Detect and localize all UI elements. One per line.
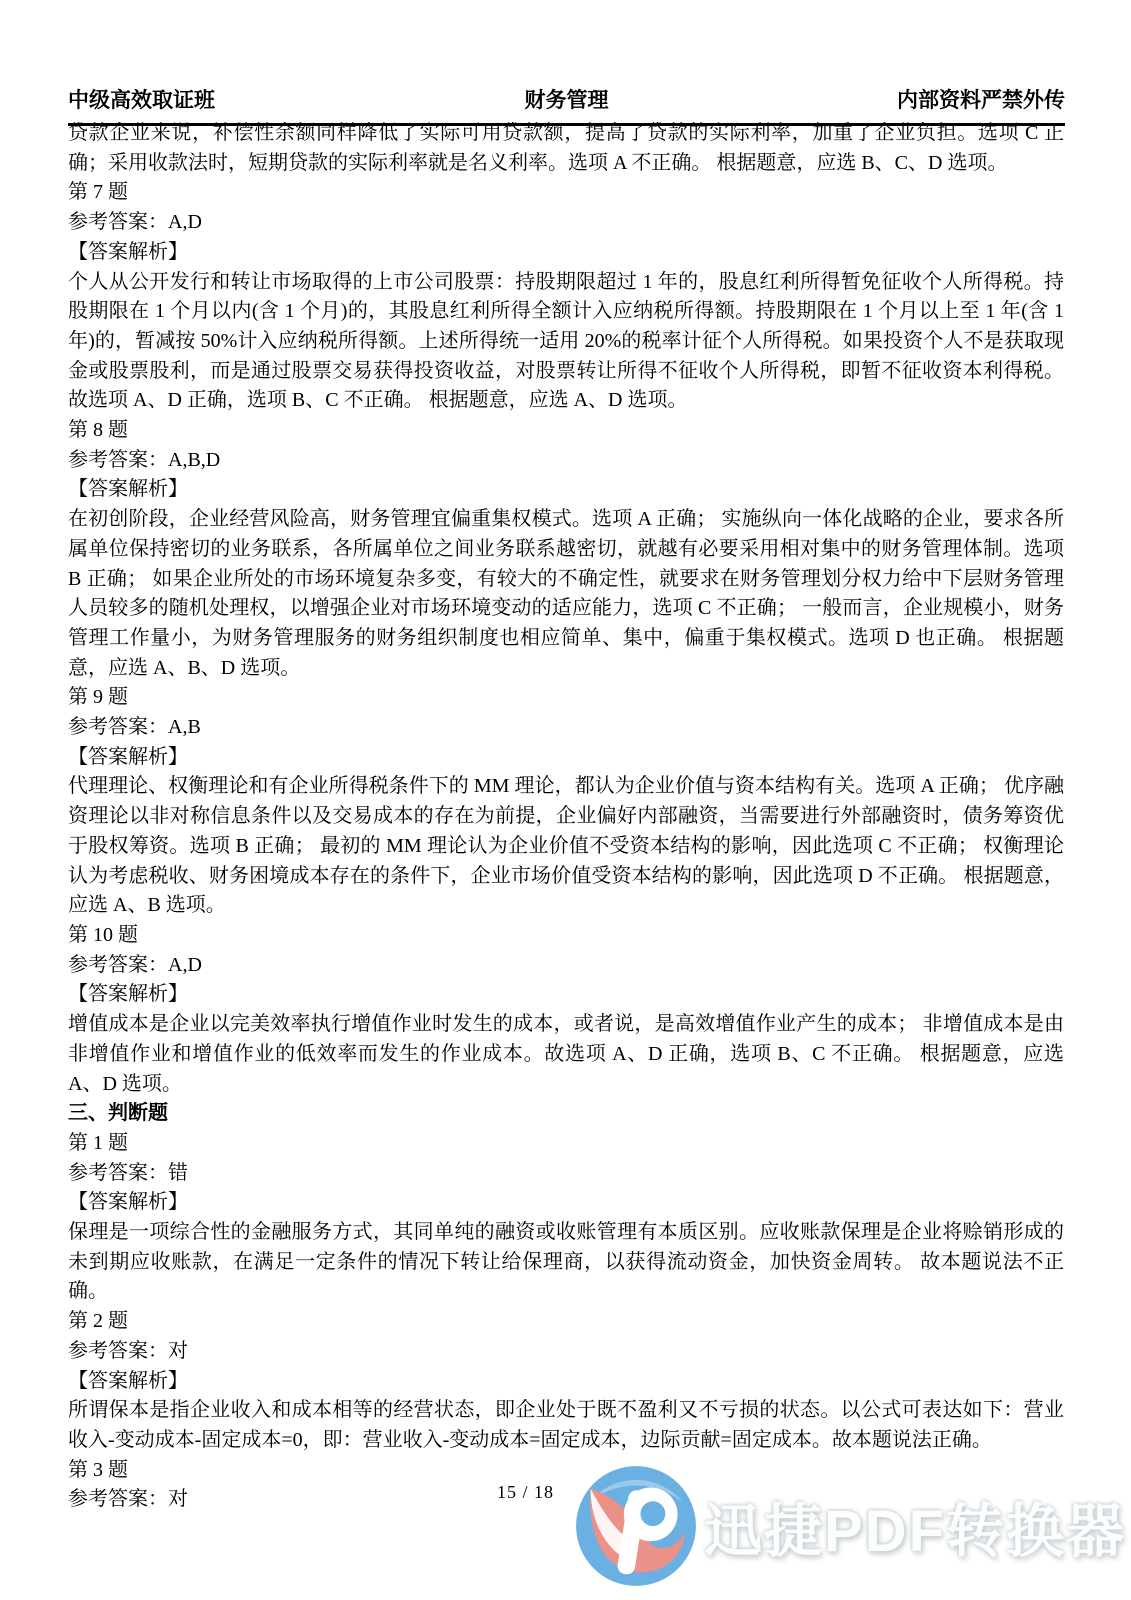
analysis-label: 【答案解析】 (68, 1191, 188, 1214)
section-heading: 三、判断题 (68, 1102, 168, 1125)
paragraph: 所谓保本是指企业收入和成本相等的经营状态，即企业处于既不盈利又不亏损的状态。以公式可表达如下：营业收入-变动成本-固定成本=0，即：营业收入-变动成本=固定成本，边际贡献=固定成本。故本题说法正确。 (68, 1399, 1064, 1451)
header-course-title: 中级高效取证班 (68, 88, 215, 112)
header-subject-title: 财务管理 (524, 88, 609, 112)
answer-line: 参考答案：A,D (68, 211, 202, 234)
answer-line: 参考答案：A,D (68, 953, 202, 976)
analysis-label: 【答案解析】 (68, 240, 188, 263)
answer-line: 参考答案：错 (68, 1161, 188, 1184)
analysis-label: 【答案解析】 (68, 1369, 188, 1392)
analysis-label: 【答案解析】 (68, 983, 188, 1006)
header-confidential-notice: 内部资料严禁外传 (896, 88, 1065, 112)
question-label: 第 10 题 (68, 923, 138, 946)
analysis-label: 【答案解析】 (68, 478, 188, 501)
analysis-label: 【答案解析】 (68, 745, 188, 768)
answer-line: 参考答案：对 (68, 1488, 188, 1511)
answer-line: 参考答案：A,B,D (68, 448, 221, 471)
question-label: 第 3 题 (68, 1458, 128, 1481)
paragraph: 贷款企业来说，补偿性余额同样降低了实际可用贷款额，提高了贷款的实际利率，加重了企业负担。选项 C 正确；采用收款法时，短期贷款的实际利率就是名义利率。选项 A 不正确。 根据题意，应选 B、C、D 选项。 (68, 122, 1064, 174)
document-body (68, 119, 1064, 1515)
answer-line: 参考答案：对 (68, 1339, 188, 1362)
question-label: 第 9 题 (68, 686, 128, 709)
question-label: 第 7 题 (68, 181, 128, 204)
watermark-text: 迅捷PDF转换器 (704, 1499, 1127, 1564)
question-label: 第 1 题 (68, 1131, 128, 1154)
page-number: 15 / 18 (497, 1482, 555, 1502)
paragraph: 增值成本是企业以完美效率执行增值作业时发生的成本，或者说，是高效增值作业产生的成本； 非增值成本是由非增值作业和增值作业的低效率而发生的作业成本。故选项 A、D 正确，选项 B、C 不正确。 根据题意，应选 A、D 选项。 (68, 1013, 1064, 1095)
answer-line: 参考答案：A,B (68, 716, 201, 739)
question-label: 第 8 题 (68, 419, 128, 442)
paragraph: 保理是一项综合性的金融服务方式，其同单纯的融资或收账管理有本质区别。应收账款保理是企业将赊销形成的未到期应收账款，在满足一定条件的情况下转让给保理商，以获得流动资金，加快资金周转。 故本题说法不正确。 (68, 1221, 1064, 1303)
question-label: 第 2 题 (68, 1310, 128, 1333)
paragraph: 在初创阶段，企业经营风险高，财务管理宜偏重集权模式。选项 A 正确； 实施纵向一体化战略的企业，要求各所属单位保持密切的业务联系，各所属单位之间业务联系越密切，就越有必要采用相对集中的财务管理体制。选项 B 正确； 如果企业所处的市场环境复杂多变，有较大的不确定性，就要求在财务管理划分权力给中下层财务管理人员较多的随机处理权，以增强企业对市场环境变动的适应能力，选项 C 不正确； 一般而言，企业规模小，财务管理工作量小，为财务管理服务的财务组织制度也相应简单、集中，偏重于集权模式。选项 D 也正确。 根据题意，应选 A、B、D 选项。 (68, 508, 1064, 679)
paragraph: 个人从公开发行和转让市场取得的上市公司股票：持股期限超过 1 年的，股息红利所得暂免征收个人所得税。持股期限在 1 个月以内(含 1 个月)的，其股息红利所得全额计入应纳税所得额。持股期限在 1 个月以上至 1 年(含 1 年)的，暂减按 50%计入应纳税所得额。上述所得统一适用 20%的税率计征个人所得税。如果投资个人不是获取现金或股票股利，而是通过股票交易获得投资收益，对股票转让所得不征收个人所得税，即暂不征收资本利得税。故选项 A、D 正确，选项 B、C 不正确。 根据题意，应选 A、D 选项。 (68, 270, 1064, 412)
paragraph: 代理理论、权衡理论和有企业所得税条件下的 MM 理论，都认为企业价值与资本结构有关。选项 A 正确； 优序融资理论以非对称信息条件以及交易成本的存在为前提，企业偏好内部融资，当需要进行外部融资时，债务筹资优于股权筹资。选项 B 正确； 最初的 MM 理论认为企业价值不受资本结构的影响，因此选项 C 不正确； 权衡理论认为考虑税收、财务困境成本存在的条件下，企业市场价值受资本结构的影响，因此选项 D 不正确。 根据题意，应选 A、B 选项。 (68, 775, 1064, 917)
